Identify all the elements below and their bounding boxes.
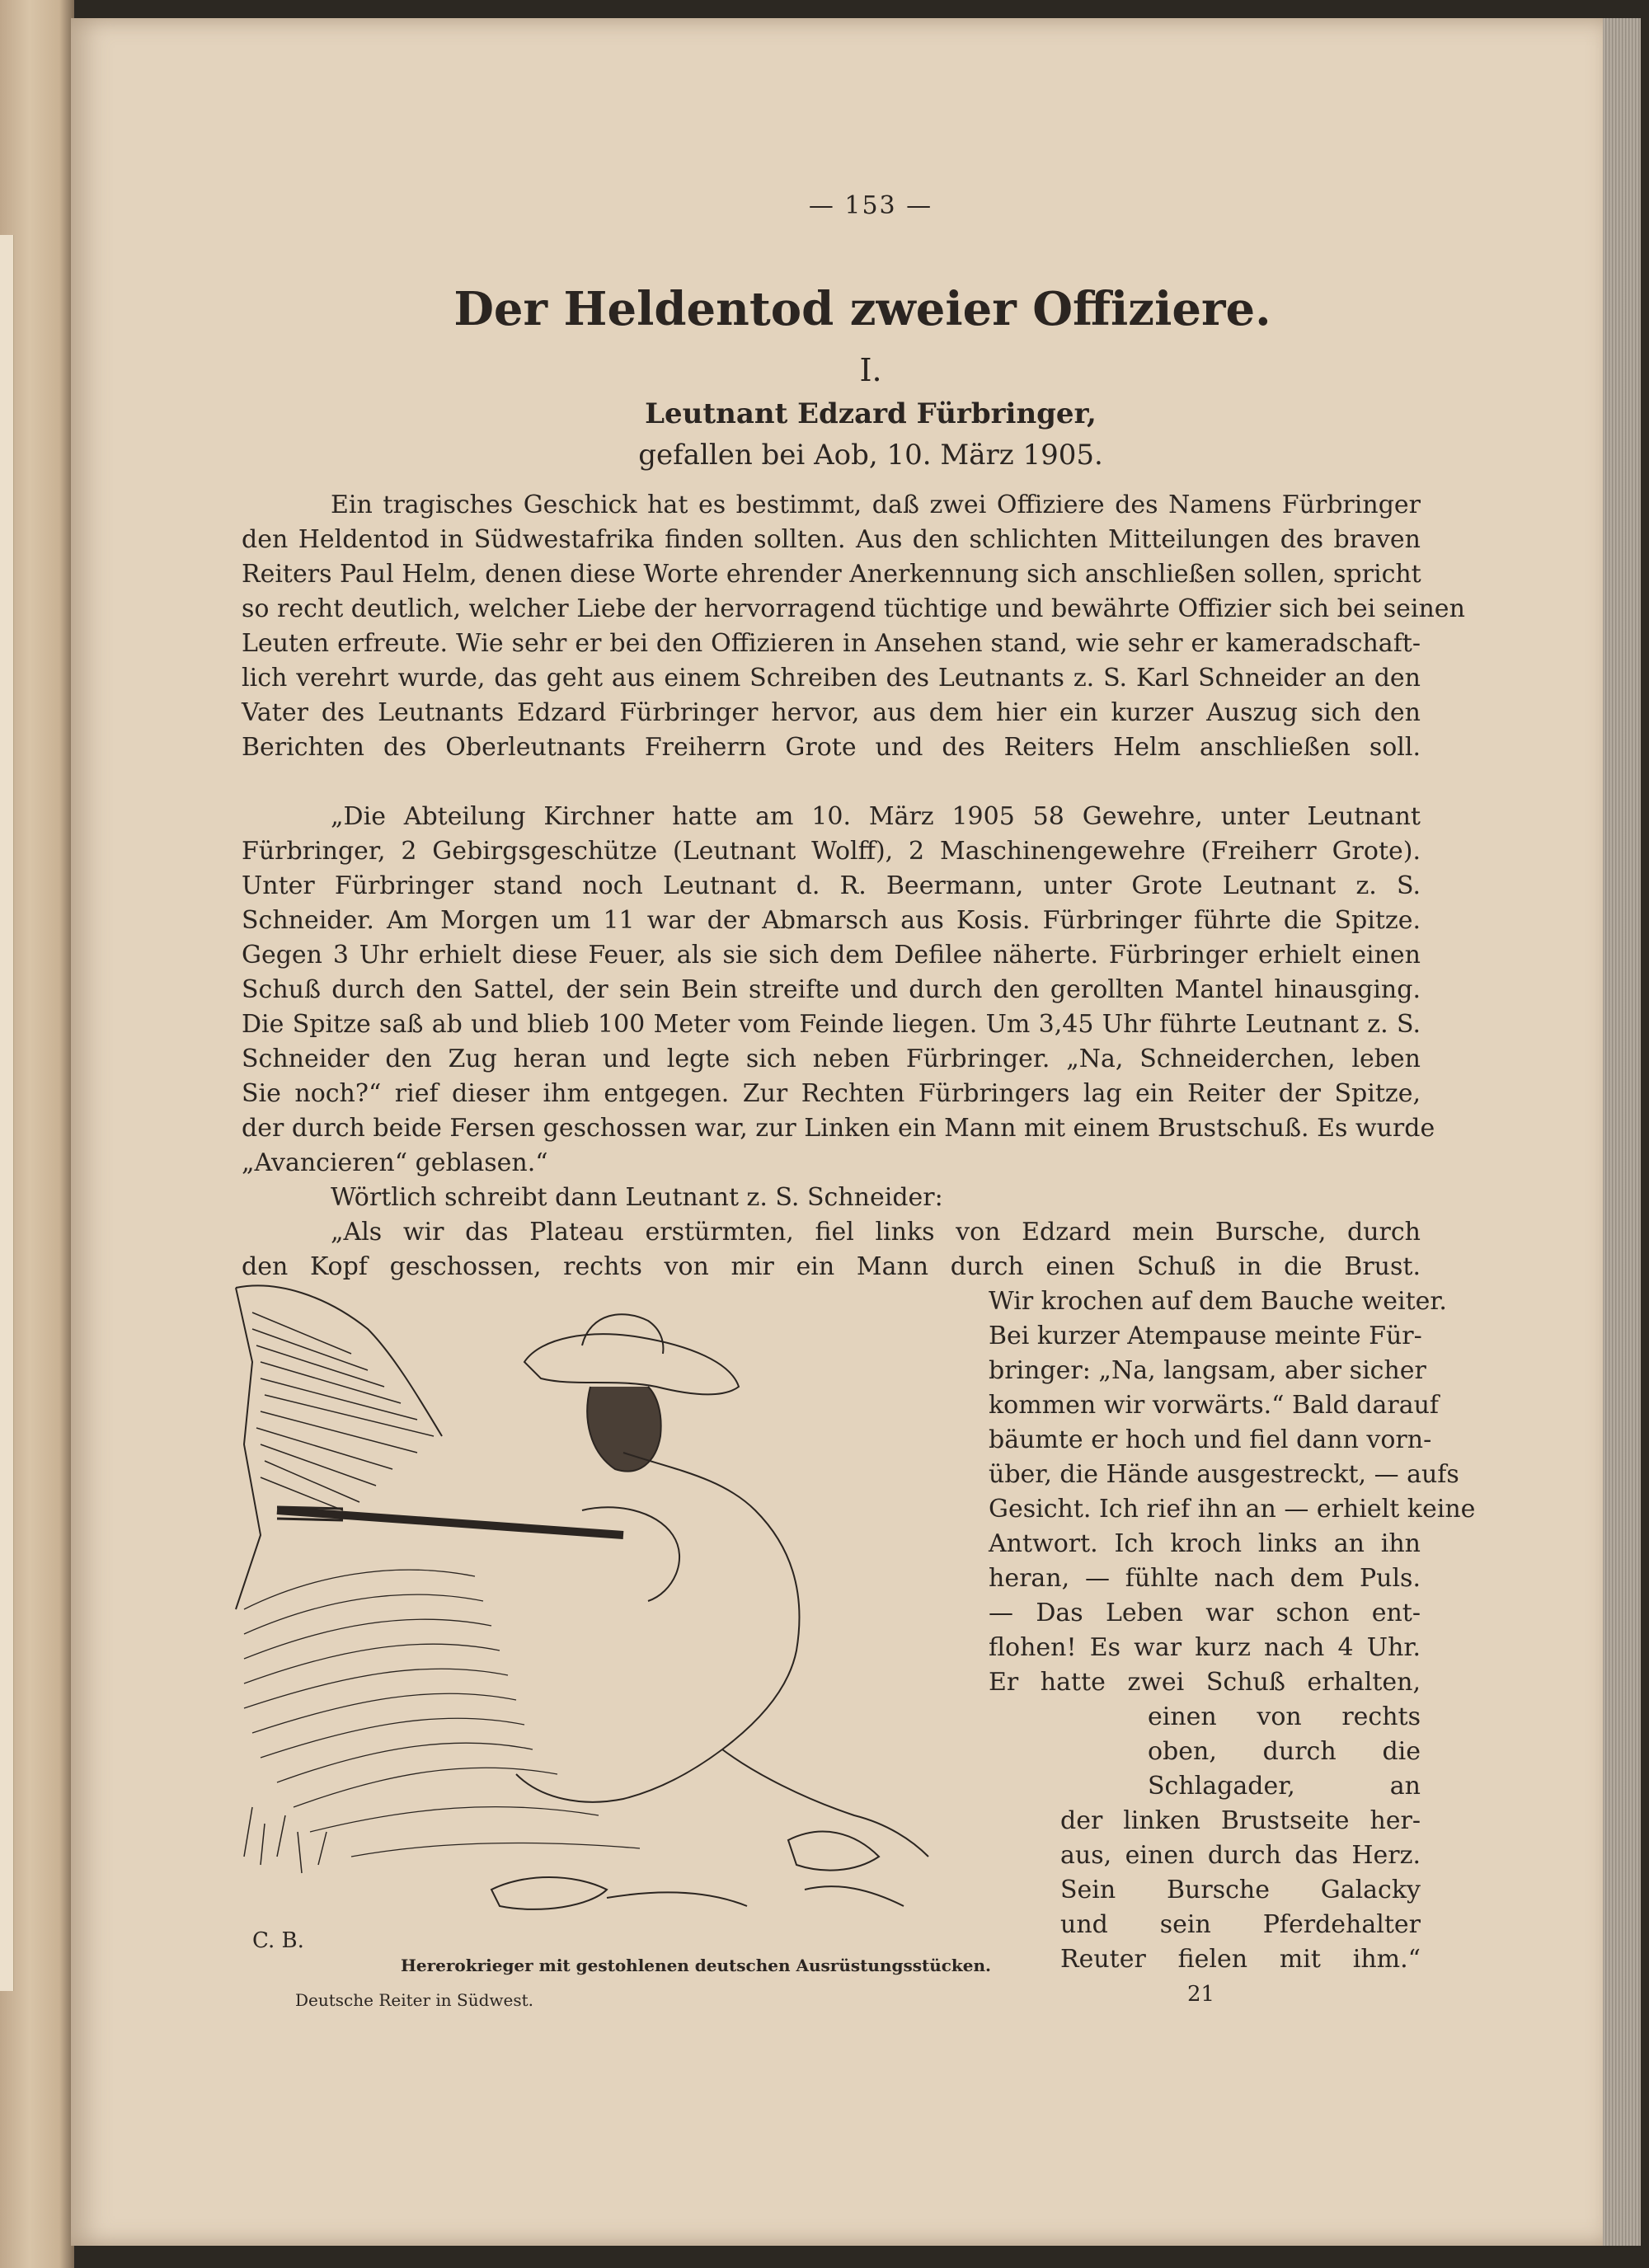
text-line: Schneider den Zug heran und legte sich neben Fürbringer. „Na, Schneiderchen, leben	[242, 1045, 1421, 1073]
hat-brim	[524, 1334, 739, 1394]
text-line: Er hatte zwei Schuß erhalten,	[989, 1668, 1421, 1697]
section-subheading: gefallen bei Aob, 10. März 1905.	[638, 439, 1103, 472]
body-outline	[516, 1453, 799, 1802]
text-line: Schuß durch den Sattel, der sein Bein streifte und durch den gerollten Mantel hinausging.	[242, 975, 1421, 1004]
text-line: Bei kurzer Atempause meinte Für-	[989, 1322, 1422, 1350]
text-line: Gegen 3 Uhr erhielt diese Feuer, als sie sich dem Defilee näherte. Fürbringer erhielt einen	[242, 941, 1421, 970]
text-line: Reuter fielen mit ihm.“	[1060, 1945, 1421, 1974]
text-line: Leuten erfreute. Wie sehr er bei den Offizieren in Ansehen stand, wie sehr er kameradschaft-	[242, 629, 1421, 658]
text-line: Wörtlich schreibt dann Leutnant z. S. Schneider:	[331, 1183, 943, 1212]
section-heading: Leutnant Edzard Fürbringer,	[645, 397, 1097, 430]
page-stack-edge	[1603, 18, 1641, 2246]
text-line: kommen wir vorwärts.“ Bald darauf	[989, 1391, 1440, 1420]
page-number: — 153 —	[808, 191, 933, 220]
text-line: einen von rechts	[1148, 1702, 1421, 1731]
text-line: Schlagader, an	[1148, 1772, 1421, 1801]
text-line: Die Spitze saß ab und blieb 100 Meter vom Feinde liegen. Um 3,45 Uhr führte Leutnant z. S.	[242, 1010, 1421, 1039]
text-line: Gesicht. Ich rief ihn an — erhielt keine	[989, 1495, 1476, 1524]
text-line: aus, einen durch das Herz.	[1060, 1841, 1421, 1870]
chapter-title: Der Heldentod zweier Offiziere.	[453, 282, 1271, 336]
text-line: Fürbringer, 2 Gebirgsgeschütze (Leutnant Wolff), 2 Maschinengewehre (Freiherr Grote).	[242, 837, 1421, 866]
text-line: den Kopf geschossen, rechts von mir ein Mann durch einen Schuß in die Brust.	[242, 1252, 1421, 1281]
text-line: „Als wir das Plateau erstürmten, fiel links von Edzard mein Bursche, durch	[331, 1218, 1421, 1247]
rock-hatching	[252, 1312, 434, 1510]
text-line: so recht deutlich, welcher Liebe der hervorragend tüchtige und bewährte Offizier sich bei seinen	[242, 594, 1465, 623]
page-content	[71, 18, 1611, 2246]
rifle-barrel	[277, 1510, 623, 1535]
text-line: „Avancieren“ geblasen.“	[242, 1148, 548, 1177]
arm	[582, 1507, 679, 1601]
text-line: bäumte er hoch und fiel dann vorn-	[989, 1425, 1432, 1454]
text-line: Antwort. Ich kroch links an ihn	[989, 1529, 1421, 1558]
text-line: „Die Abteilung Kirchner hatte am 10. März 1905 58 Gewehre, unter Leutnant	[331, 802, 1421, 831]
text-line: Schneider. Am Morgen um 11 war der Abmarsch aus Kosis. Fürbringer führte die Spitze.	[242, 906, 1421, 935]
text-line: der linken Brustseite her-	[1060, 1806, 1421, 1835]
text-line: über, die Hände ausgestreckt, — aufs	[989, 1460, 1459, 1489]
book-signature-title: Deutsche Reiter in Südwest.	[295, 1990, 534, 2010]
text-line: Ein tragisches Geschick hat es bestimmt, daß zwei Offiziere des Namens Fürbringer	[331, 491, 1421, 519]
book-page	[71, 18, 1611, 2246]
signature-number: 21	[1187, 1982, 1215, 2007]
text-line: Berichten des Oberleutnants Freiherrn Grote und des Reiters Helm anschließen soll.	[242, 733, 1421, 762]
text-line: — Das Leben war schon ent-	[989, 1599, 1421, 1627]
text-line: lich verehrt wurde, das geht aus einem Schreiben des Leutnants z. S. Karl Schneider an den	[242, 664, 1421, 693]
illustration-caption: Hererokrieger mit gestohlenen deutschen Ausrüstungsstücken.	[400, 1956, 992, 1975]
text-line: Vater des Leutnants Edzard Fürbringer hervor, aus dem hier ein kurzer Auszug sich den	[242, 698, 1421, 727]
artist-monogram: C. B.	[252, 1928, 304, 1953]
text-line: Reiters Paul Helm, denen diese Worte ehrender Anerkennung sich anschließen sollen, spricht	[242, 560, 1421, 589]
text-line: flohen! Es war kurz nach 4 Uhr.	[989, 1633, 1421, 1662]
ground-hatching	[244, 1570, 640, 1857]
foot	[788, 1832, 879, 1871]
illustration-herero-warrior	[228, 1263, 1011, 1972]
text-line: den Heldentod in Südwestafrika finden sollten. Aus den schlichten Mitteilungen des braven	[242, 525, 1421, 554]
stone	[491, 1877, 607, 1909]
text-line: heran, — fühlte nach dem Puls.	[989, 1564, 1421, 1593]
text-line: Unter Fürbringer stand noch Leutnant d. R. Beermann, unter Grote Leutnant z. S.	[242, 871, 1421, 900]
text-line: oben, durch die	[1148, 1737, 1421, 1766]
text-line: bringer: „Na, langsam, aber sicher	[989, 1356, 1426, 1385]
grass	[244, 1807, 327, 1873]
rock-outline	[236, 1288, 261, 1609]
section-number: I.	[859, 352, 882, 388]
ground-line	[607, 1886, 904, 1906]
face	[587, 1387, 660, 1472]
text-line: und sein Pferdehalter	[1060, 1910, 1421, 1939]
text-line: Sein Bursche Galacky	[1060, 1876, 1421, 1904]
text-line: Sie noch?“ rief dieser ihm entgegen. Zur Rechten Fürbringers lag ein Reiter der Spitze,	[242, 1079, 1421, 1108]
text-line: der durch beide Fersen geschossen war, zur Linken ein Mann mit einem Brustschuß. Es wurde	[242, 1114, 1435, 1143]
left-page-strip	[0, 235, 14, 1991]
text-line: Wir krochen auf dem Bauche weiter.	[989, 1287, 1447, 1316]
